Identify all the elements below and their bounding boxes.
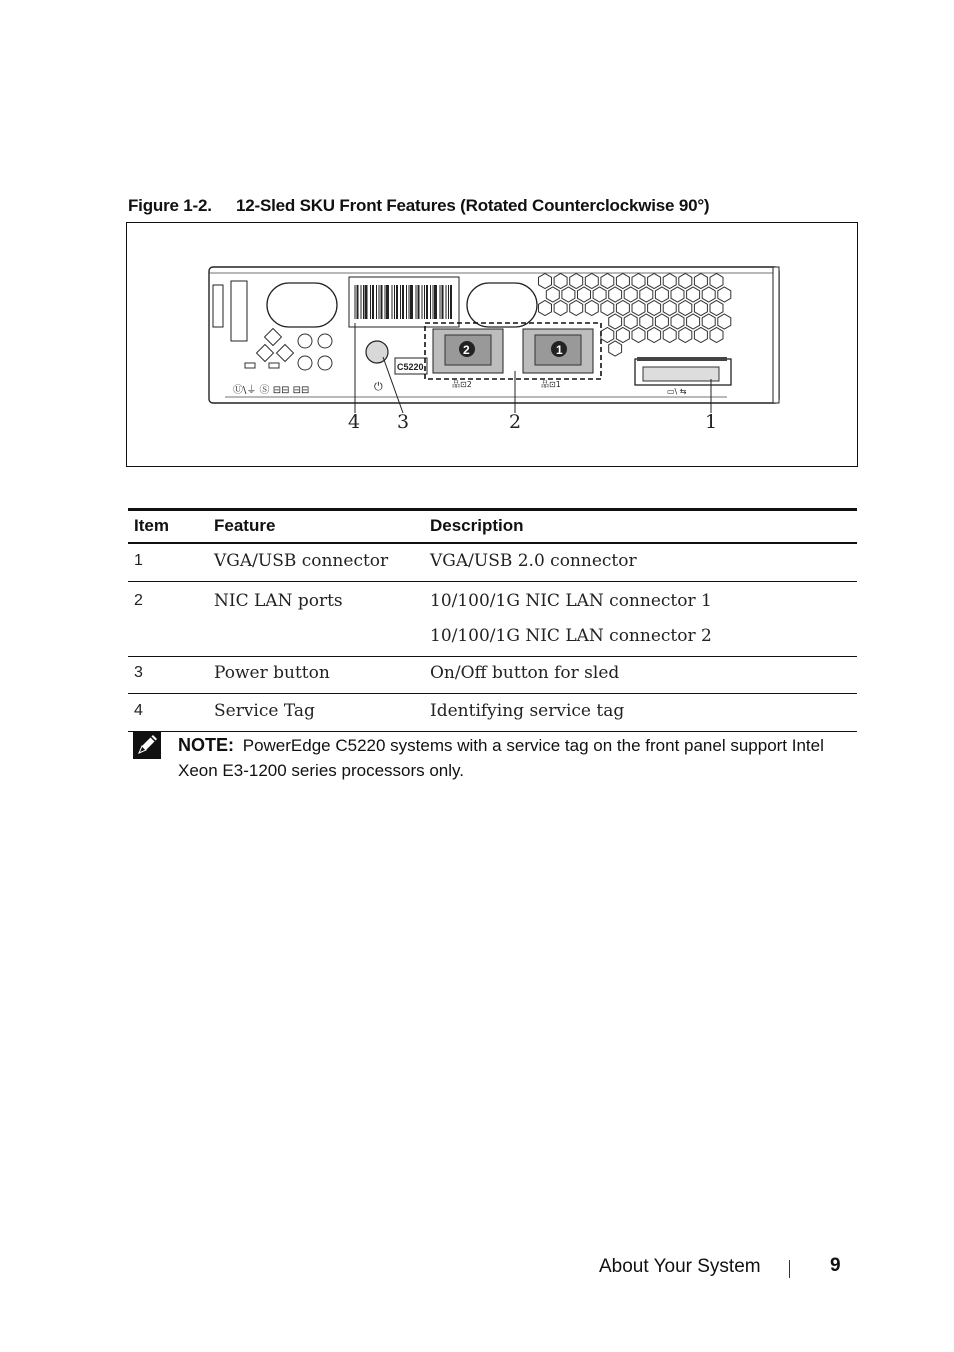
header-feature: Feature (208, 510, 424, 544)
sled-front-illustration (127, 223, 857, 466)
feature-name: Service Tag (208, 694, 424, 732)
callout-1: 1 (705, 411, 718, 433)
svg-text:品⊡2: 品⊡2 (452, 380, 472, 389)
feature-name: Power button (208, 657, 424, 694)
feature-name: NIC LAN ports (214, 591, 343, 611)
table-row (128, 543, 857, 582)
callout-2: 2 (509, 411, 522, 433)
item-number: 1 (128, 543, 208, 582)
figure-number: Figure 1-2. (128, 196, 212, 215)
feature-description: Identifying service tag (424, 694, 857, 732)
figure-title: 12-Sled SKU Front Features (Rotated Counterclockwise 90°) (236, 196, 710, 215)
callout-4: 4 (348, 411, 361, 433)
footer-divider (789, 1260, 790, 1278)
sled-handle (213, 285, 223, 327)
feature-name: VGA/USB connector (208, 543, 424, 582)
footer-section-title: About Your System (599, 1256, 761, 1277)
table-row (128, 694, 857, 732)
table-row-continued (128, 621, 857, 657)
header-description: Description (424, 510, 857, 544)
model-label: C5220 (397, 362, 424, 372)
pencil-note-icon (133, 731, 161, 759)
item-number: 2 (134, 592, 143, 609)
feature-description: On/Off button for sled (424, 657, 857, 694)
svg-text:2: 2 (463, 343, 470, 357)
table-row (128, 657, 857, 694)
svg-text:⏻: ⏻ (374, 380, 383, 393)
table-row (128, 582, 857, 622)
svg-text:品⊡1: 品⊡1 (541, 380, 561, 389)
note-text: PowerEdge C5220 systems with a service tag on the front panel support Intel Xeon E3-1200 series processors only. (178, 736, 824, 780)
page-number: 9 (830, 1255, 841, 1276)
feature-description: VGA/USB 2.0 connector (424, 543, 857, 582)
figure-frame (126, 222, 858, 467)
note-label: NOTE: (178, 735, 234, 755)
callout-3: 3 (397, 411, 410, 433)
feature-description: 10/100/1G NIC LAN connector 2 (424, 621, 857, 657)
feature-description: 10/100/1G NIC LAN connector 1 (430, 591, 712, 611)
note-block (178, 733, 848, 783)
svg-text:Ⓤ\⏚ Ⓢ ⊟⊟ ⊟⊟: Ⓤ\⏚ Ⓢ ⊟⊟ ⊟⊟ (233, 385, 310, 396)
power-button (366, 341, 388, 363)
features-table (128, 508, 857, 732)
svg-text:1: 1 (556, 343, 563, 357)
svg-text:▭\ ⇆: ▭\ ⇆ (667, 387, 687, 396)
figure-caption (128, 196, 709, 216)
item-number: 3 (128, 657, 208, 694)
item-number: 4 (128, 694, 208, 732)
header-item: Item (128, 510, 208, 544)
